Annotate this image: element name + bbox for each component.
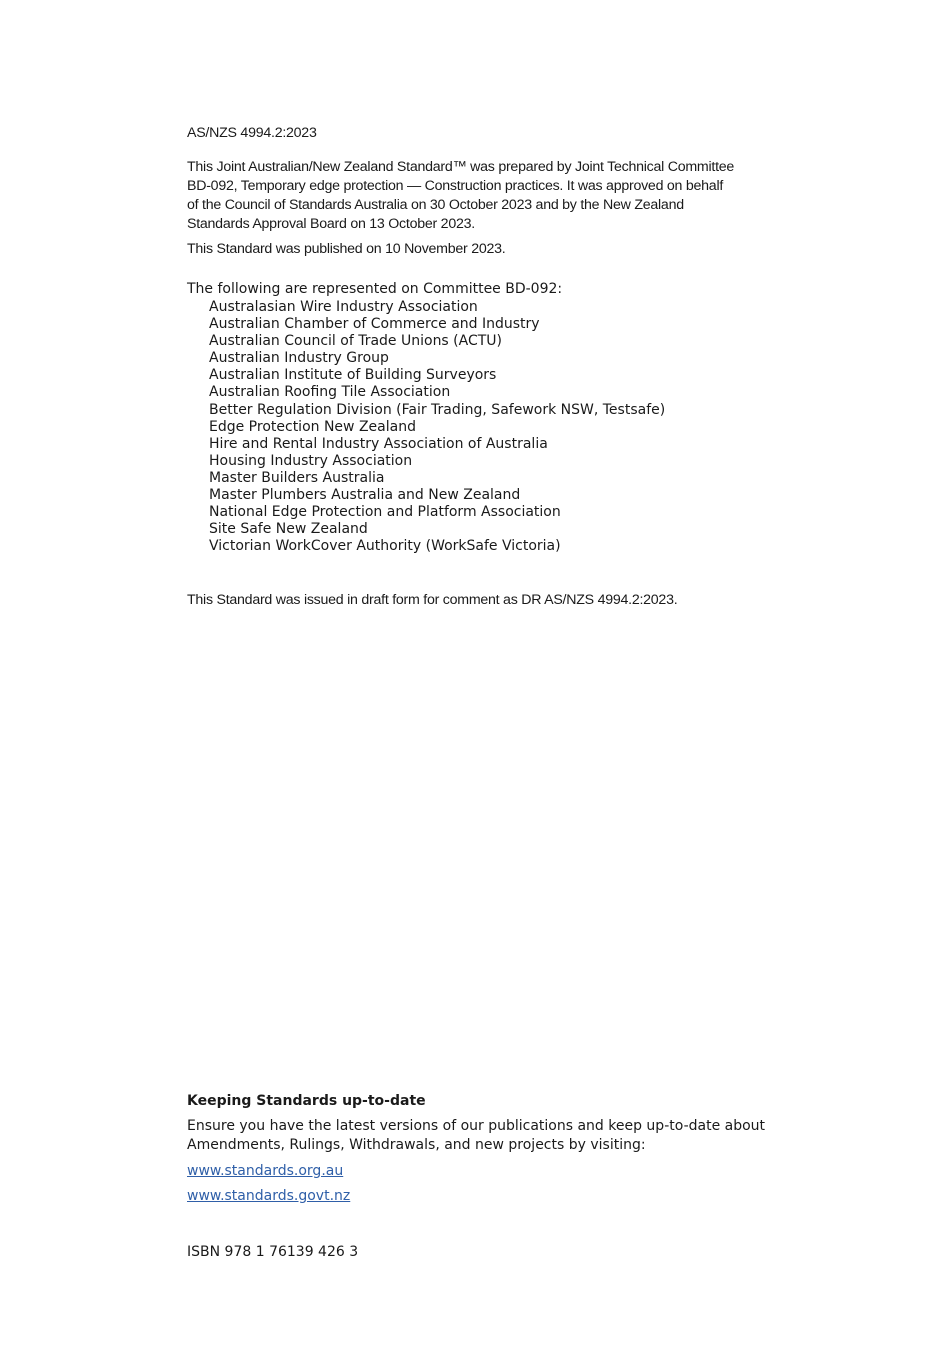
keeping-standards-line: Ensure you have the latest versions of our publications and keep up-to-date about [187, 1118, 766, 1134]
committee-intro: The following are represented on Committee BD-092: [187, 281, 563, 297]
committee-member: Australian Roofing Tile Association [209, 384, 451, 401]
keeping-standards-body [187, 1117, 787, 1155]
committee-member: Australian Industry Group [209, 350, 389, 367]
standards-australia-link[interactable]: www.standards.org.au [187, 1163, 344, 1179]
preparation-line: This Joint Australian/New Zealand Standard™ was prepared by Joint Technical Committee [187, 159, 735, 175]
committee-member: Australian Institute of Building Surveyors [209, 367, 497, 384]
publication-date-note: This Standard was published on 10 November 2023. [187, 241, 506, 257]
standards-nz-link[interactable]: www.standards.govt.nz [187, 1188, 351, 1204]
committee-member: Victorian WorkCover Authority (WorkSafe Victoria) [209, 538, 561, 555]
preparation-line: Standards Approval Board on 13 October 2023. [187, 216, 475, 232]
draft-issue-note: This Standard was issued in draft form for comment as DR AS/NZS 4994.2:2023. [187, 592, 678, 608]
committee-member: Australian Council of Trade Unions (ACTU) [209, 333, 503, 350]
committee-member: Edge Protection New Zealand [209, 418, 416, 435]
keeping-standards-heading: Keeping Standards up-to-date [187, 1093, 426, 1109]
committee-member: Site Safe New Zealand [209, 521, 368, 538]
committee-member: Master Builders Australia [209, 469, 385, 486]
preparation-line: BD-092, Temporary edge protection — Construction practices. It was approved on behalf [187, 178, 724, 194]
committee-member: Master Plumbers Australia and New Zealand [209, 487, 521, 504]
preparation-line: of the Council of Standards Australia on 30 October 2023 and by the New Zealand [187, 197, 684, 213]
committee-member: Australian Chamber of Commerce and Industry [209, 316, 540, 333]
preparation-paragraph [187, 158, 777, 234]
standard-designation: AS/NZS 4994.2:2023 [187, 125, 317, 141]
committee-member: Australasian Wire Industry Association [209, 299, 478, 315]
committee-member-list [209, 299, 665, 555]
isbn-number: ISBN 978 1 76139 426 3 [187, 1244, 359, 1260]
committee-member: Hire and Rental Industry Association of Australia [209, 435, 548, 452]
committee-member: National Edge Protection and Platform Association [209, 504, 561, 521]
committee-member: Better Regulation Division (Fair Trading, Safework NSW, Testsafe) [209, 401, 666, 418]
keeping-standards-line: Amendments, Rulings, Withdrawals, and new projects by visiting: [187, 1137, 646, 1153]
committee-member: Housing Industry Association [209, 452, 413, 469]
